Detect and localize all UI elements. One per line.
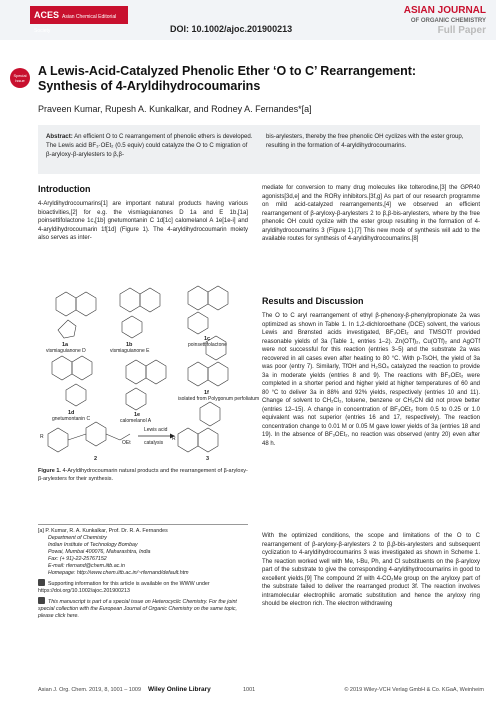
copyright: © 2019 Wiley-VCH Verlag GmbH & Co. KGaA, Weinheim xyxy=(344,687,484,693)
results-paragraph-2: With the optimized conditions, the scope and limitations of the O to C rearrangement of β-aryloxy-β-arylesters 2 to β,β-bis-arylesters and subsequent cyclization to 4-aryldihydrocoumarins 3 was investigated as shown in Scheme 1. The reaction worked well with Me, t-Bu, Ph, and Cl substituents on the β-aryloxy part of the substrate to give the corresponding 4-aryldihydrocoumarins in good to excellent yields.[9] The compound 2f with 4-CO₂Me group on the aryloxy part of the substrate failed to deliver the rearranged product 3f. The reaction involves intramolecular electrophilic aromatic substitution and hence the aryloxy ring should be electron rich. The electron withdrawing xyxy=(262,533,480,607)
supporting-info[interactable]: Supporting information for this article is available on the WWW under https://doi.org/10.1002/ajoc.201900213 xyxy=(38,581,210,594)
abstract-right-column: bis-arylesters, thereby the free phenolic OH cyclizes with the ester group, resulting in the formation of 4-aryldihydrocoumarins. xyxy=(266,133,464,149)
name-1e: calomelanol A xyxy=(120,418,152,424)
ester-label: OEt xyxy=(122,440,131,446)
abstract-left-column: Abstract: An efficient O to C rearrangement of phenolic ethers is developed. The Lewis acid BF₃·OEt₂ (0.5 equiv) could catalyze the O to C migration of β-aryloxy-β-arylesters to β,β- xyxy=(46,133,253,158)
intro-paragraph: 4-Aryldihydrocoumarins[1] are important natural products having various bioactivities,[2] for e.g. the vismiaguianones D 1a and E 1b,[1a] poinsettifolactone 1c,[1b] gnetumontanin C 1d[1c] calomelanol A 1e[1e-i] and 4-aryldihydrocoumarin 1f[1d] (Figure 1). The 4-aryldihydrocoumarin moiety also serves as inter- xyxy=(38,201,248,241)
wiley-online-library-link[interactable]: Wiley Online Library xyxy=(148,686,211,693)
arrow-label-bottom: catalysis xyxy=(144,440,164,446)
label-3: 3 xyxy=(206,456,210,462)
intro-continued-paragraph: mediate for conversion to many drug molecules like tolterodine,[3] the GPR40 agonists[3d,e] and the RORγ inhibitors.[3f,g] As part of our research programme on mild acid-catalyzed rearrangements,[4] we observed an efficient rearrangement of β-aryloxy-β-arylesters 2 to β,β-bis-arylesters, where by the free phenolic OH could cyclize with the ester group resulting in the formation of 4-aryldihydrocoumarins 3 (Figure 1).[7] This new mode of synthesis will add to the available routes for synthesis of 4-aryldihydrocoumarins.[8] xyxy=(262,185,480,242)
abstract-box xyxy=(38,125,480,174)
label-1e: 1e xyxy=(134,412,141,418)
page-header xyxy=(0,0,496,44)
homepage-link[interactable]: Homepage: http://www.chem.iitb.ac.in/~rfernand/default.htm xyxy=(48,570,189,576)
label-1c: 1c xyxy=(204,336,211,342)
page-number: 1001 xyxy=(243,687,256,693)
structures-drawing xyxy=(38,276,260,464)
name-1b: vismiaguianone E xyxy=(110,348,150,354)
substituent-r-2: R xyxy=(40,434,44,440)
name-1a: vismiaguianone D xyxy=(46,348,86,354)
results-paragraph-1: The O to C aryl rearrangement of ethyl β-phenoxy-β-phenylpropionate 2a was optimized as shown in Table 1. In 1,2-dichloroethane (DCE) solvent, the various Lewis and Brønsted acids investigated, BF₃OEt₂ and TMSOTf provided reasonable yields of 3a (Table 1, entries 1–2). Zn(OTf)₂, Cu(OTf)₂ and AgOTf were not successful for this reaction (entries 3–5) and the substrate 2a was recovered in all cases even after heating to 80 °C. With p-TsOH, the yield of 3a was poor (entry 7). Similarly, TfOH and H₂SO₄ catalyzed the reaction to provide 3a in moderate yields (entries 8 and 9). The reactions with BF₃OEt₂ were completed in a shorter period and higher yield at higher temperatures of 60 and 80 °C to deliver 3a in 88% and 92% yields, respectively (entries 10 and 11). Change of solvent to CH₂Cl₂, toluene, benzene or CH₃CN did not prove better (entries 12–15). A change in concentration of BF₃OEt₂ from 0.5 to 0.25 or 1.0 equivalent was not superior (entries 16 and 17, respectively). The reaction concentration change to 0.01 M or 0.05 M gave lower yields of 3a (entries 18 and 19). In the absence of BF₃OEt₂, no reaction was observed (entry 20) even after 48 h. xyxy=(262,313,480,447)
label-1f: 1f xyxy=(204,390,209,396)
special-issue-note[interactable]: This manuscript is part of a special issue on Heterocyclic Chemistry. For the joint special collection with the European Journal of Organic Chemistry on the same topic, please click here. xyxy=(38,599,238,619)
results-heading: Results and Discussion xyxy=(262,296,364,306)
article-title: A Lewis-Acid-Catalyzed Phenolic Ether ‘O to C’ Rearrangement: Synthesis of 4-Aryldihydrocoumarins xyxy=(38,64,417,93)
journal-logo: ASIAN JOURNAL OF ORGANIC CHEMISTRY Full Paper xyxy=(403,5,486,36)
figure-caption: Figure 1. 4-Aryldihydrocoumarin natural products and the rearrangement of β-aryloxy-β-arylesters for their synthesis. xyxy=(38,468,248,482)
substituent-r-3: R xyxy=(172,436,176,442)
supporting-info-icon xyxy=(38,579,45,586)
label-1d: 1d xyxy=(68,410,75,416)
figure-1-scheme xyxy=(38,276,260,464)
footnote-divider xyxy=(38,524,248,525)
name-1c: poinsettifolactone xyxy=(188,342,227,348)
abstract-label: Abstract: xyxy=(46,133,73,140)
special-issue-badge: Special Issue xyxy=(10,68,30,88)
name-1d: gnetumontanin C xyxy=(52,416,91,422)
intro-heading: Introduction xyxy=(38,184,91,194)
label-1a: 1a xyxy=(62,342,69,348)
label-1b: 1b xyxy=(126,342,133,348)
doi-text[interactable]: DOI: 10.1002/ajoc.201900213 xyxy=(170,24,293,34)
name-1f: isolated from Polygonum perfoliatum xyxy=(178,396,260,402)
footer-citation: Asian J. Org. Chem. 2019, 8, 1001 – 1009 xyxy=(38,687,142,693)
aces-logo: ACES Asian Chemical Editorial Society xyxy=(30,6,128,24)
arrow-label-top: Lewis acid xyxy=(144,427,168,433)
author-list: Praveen Kumar, Rupesh A. Kunkalkar, and Rodney A. Fernandes*[a] xyxy=(38,104,312,114)
page-footer xyxy=(38,687,484,697)
label-2: 2 xyxy=(94,456,98,462)
special-issue-icon xyxy=(38,597,45,604)
affiliation-footnote: [a] P. Kumar, R. A. Kunkalkar, Prof. Dr. R. A. Fernandes Department of Chemistry Indian Institute of Technology Bombay Powai, Mumbai 400076, Maharashtra, India Fax: (+ 91)-22-25767152 E-mail: rfernand@chem.iitb.ac.in Homepage: http://www.chem.iitb.ac.in/~rfernand/default.htm Supporting information for this article is available on the WWW under https://doi.org/10.1002/ajoc.201900213 This manuscript is part of a special issue on Heterocyclic Chemistry. For the joint special collection with the European Journal of Organic Chemistry on the same topic, please click here. xyxy=(38,528,248,620)
